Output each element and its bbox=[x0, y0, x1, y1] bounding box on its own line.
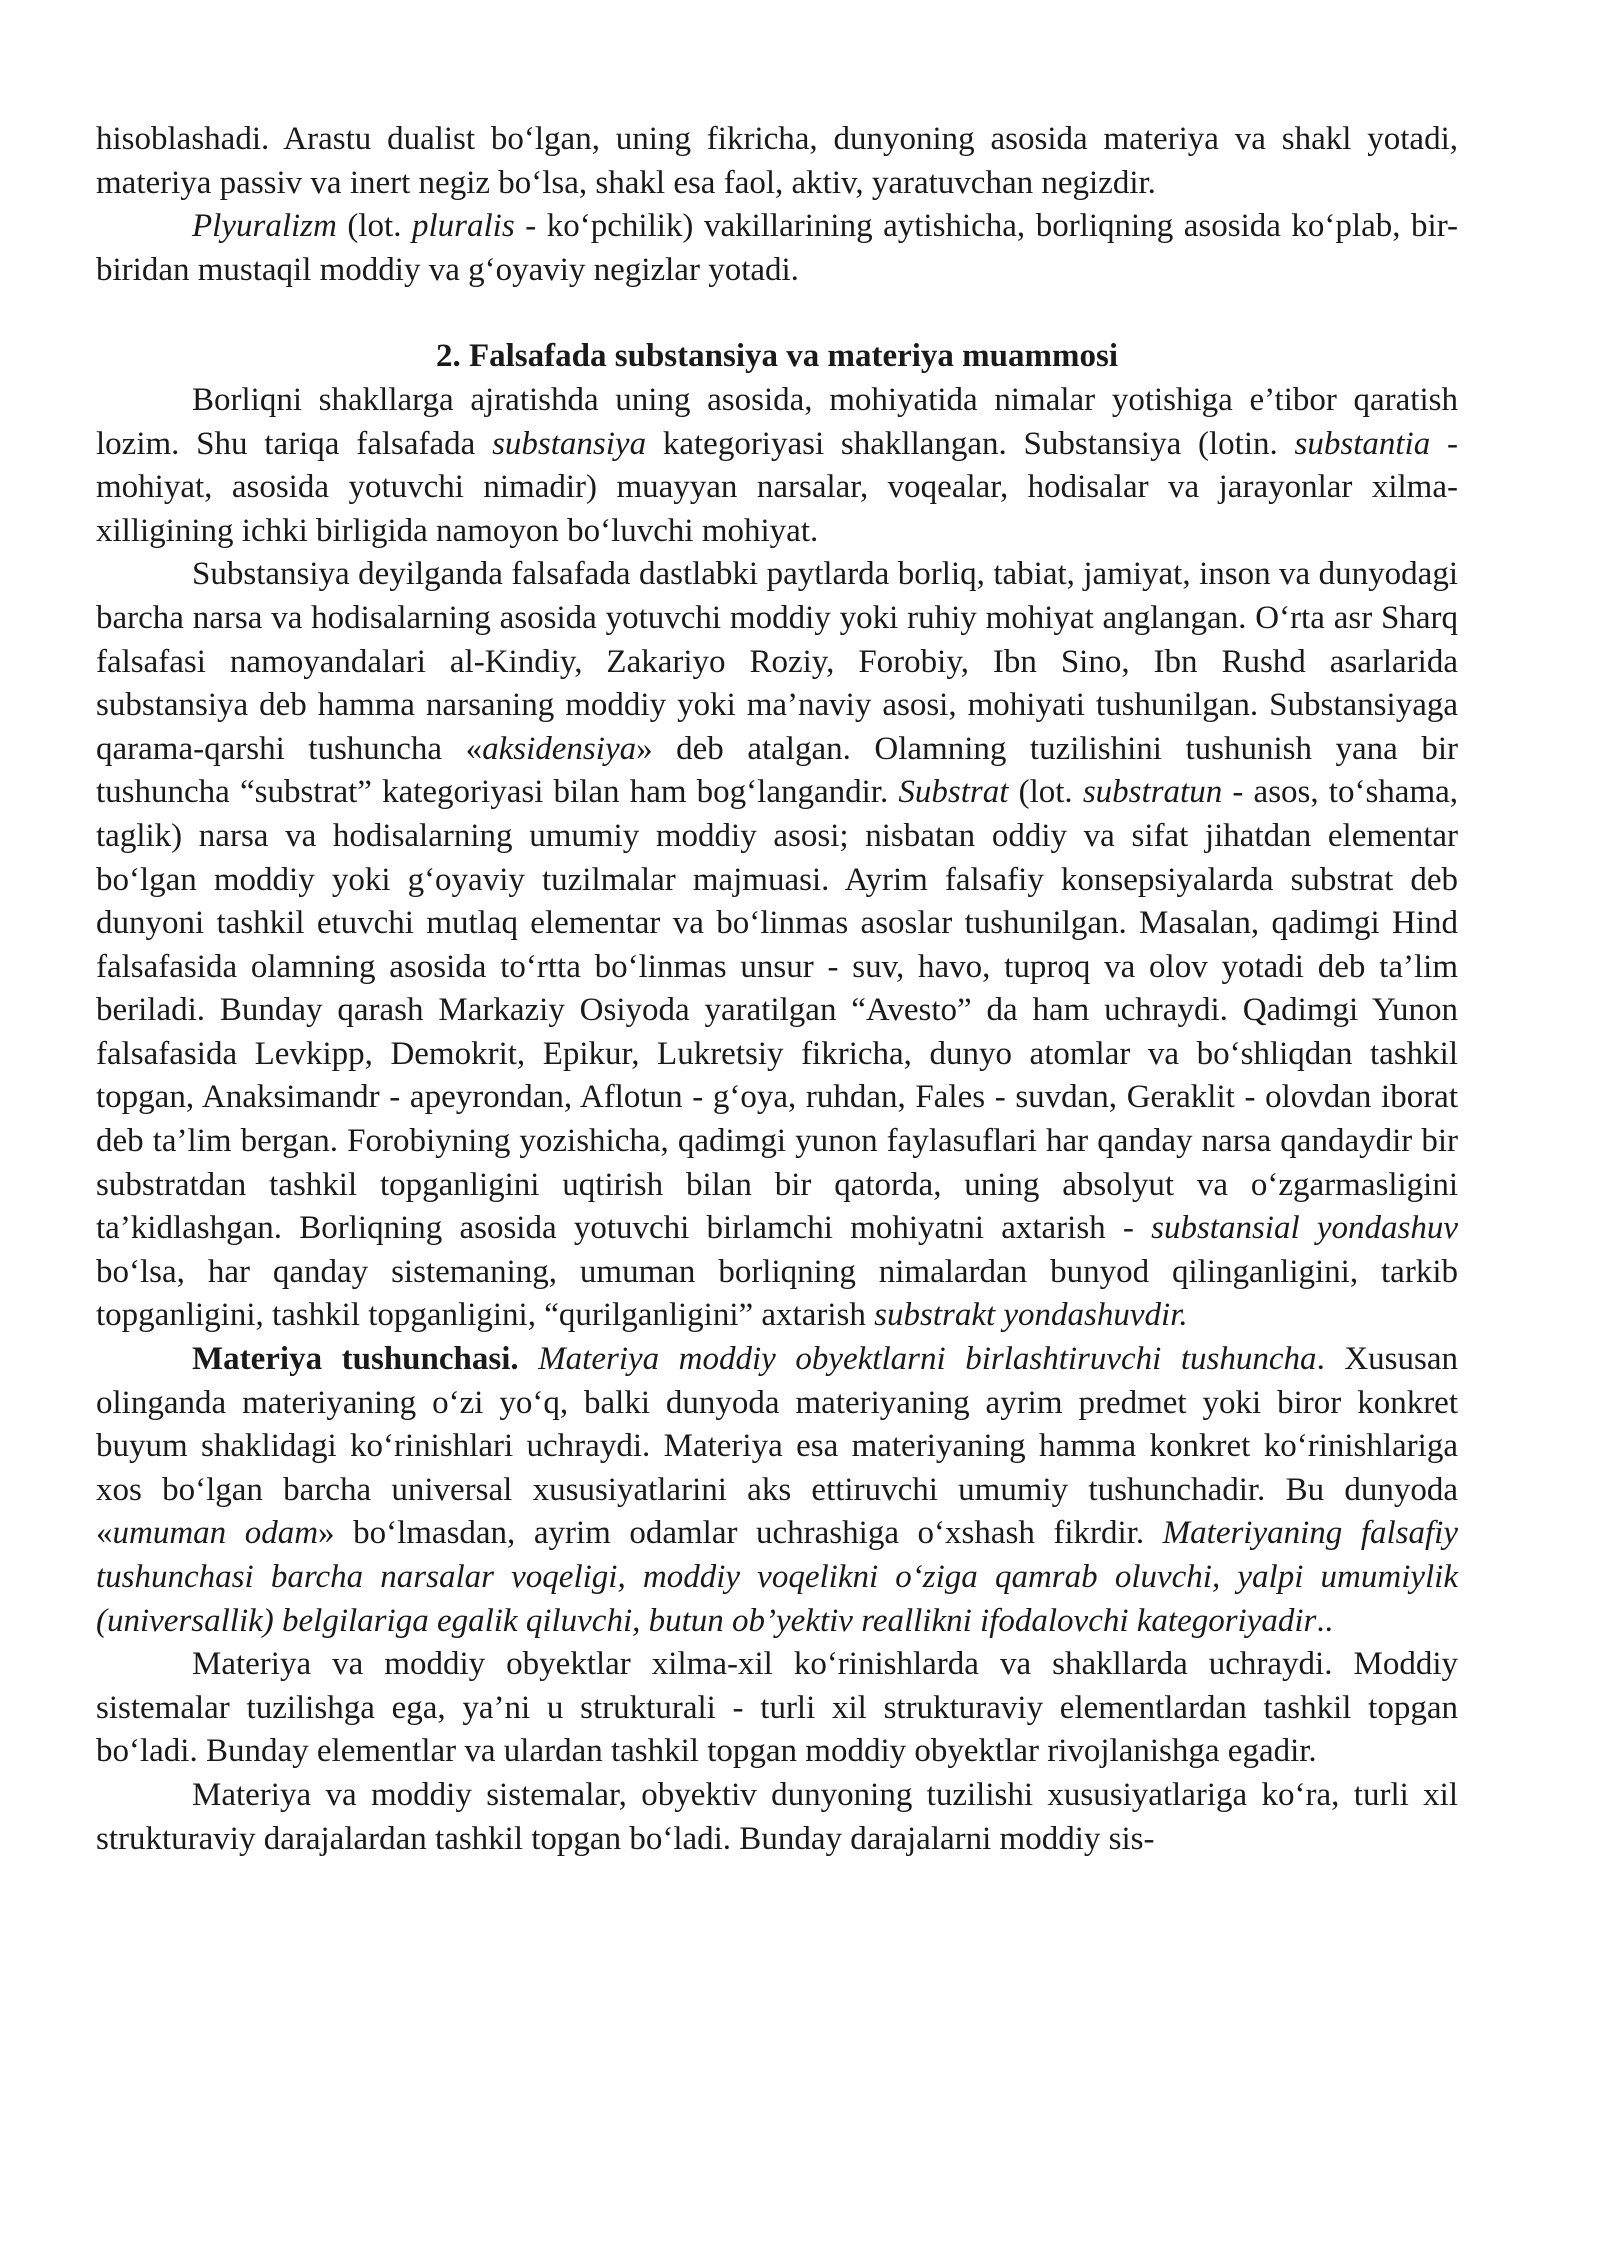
term-substansiya: substansiya bbox=[492, 425, 647, 462]
document-page bbox=[96, 118, 1458, 1861]
paragraph-materiya-tushunchasi: Materiya tushunchasi. Materiya moddiy obyektlarni birlashtiruvchi tushuncha. Xususan olinganda materiyaning o‘zi yo‘q, balki dunyoda materiyaning ayrim predmet yoki biror konkret buyum shaklidagi ko‘rinishlari uchraydi. Materiya esa materiyaning hamma konkret ko‘rinishlariga xos bo‘lgan barcha universal xususiyatlarini aks ettiruvchi umumiy tushunchadir. Bu dunyoda «umuman odam» bo‘lmasdan, ayrim odamlar uchrashiga o‘xshash fikrdir. Materiyaning falsafiy tushunchasi barcha narsalar voqeligi, moddiy voqelikni o‘ziga qamrab oluvchi, yalpi umumiylik (universallik) belgilariga egalik qiluvchi, butun ob’yektiv reallikni ifodalovchi kategoriyadir.. bbox=[96, 1341, 1459, 1639]
paragraph-borliq: Borliqni shakllarga ajratishda uning asosida, mohiyatida nimalar yotishiga e’tibor qaratish lozim. Shu tariqa falsafada substansiya kategoriyasi shakllangan. Substansiya (lotin. substantia - mohiyat, asosida yotuvchi nimadir) muayyan narsalar, voqealar, hodisalar va jarayonlar xilma-xilligining ichki birligida namoyon bo‘luvchi mohiyat. bbox=[96, 381, 1459, 549]
term-umuman-odam: umuman odam bbox=[112, 1515, 319, 1552]
definition-materiya: Materiya moddiy obyektlarni birlashtiruvchi tushuncha bbox=[538, 1341, 1317, 1378]
term-substansial-yondashuv: substansial yondashuv bbox=[1151, 1210, 1458, 1247]
paragraph-plyuralizm: Plyuralizm (lot. pluralis - ko‘pchilik) vakillarining aytishicha, borliqning asosida ko‘plab, bir-biridan mustaqil moddiy va g‘oyaviy negizlar yotadi. bbox=[96, 208, 1459, 288]
paragraph-arastu: hisoblashadi. Arastu dualist bo‘lgan, uning fikricha, dunyoning asosida materiya va shakl yotadi, materiya passiv va inert negiz bo‘lsa, shakl esa faol, aktiv, yaratuvchan negizdir. bbox=[96, 121, 1458, 201]
definition-falsafiy-materiya: Materiyaning falsafiy tushunchasi barcha narsalar voqeligi, moddiy voqelikni o‘ziga qamrab oluvchi, yalpi umumiylik (universallik) belgilariga egalik qiluvchi, butun ob’yektiv reallikni ifodalovchi kategoriyadir bbox=[96, 1515, 1458, 1639]
term-substantia: substantia bbox=[1294, 425, 1431, 462]
term-substratun: substratun bbox=[1082, 774, 1223, 811]
paragraph-moddiy-obyektlar: Materiya va moddiy obyektlar xilma-xil ko‘rinishlarda va shakllarda uchraydi. Moddiy sistemalar tuzilishga ega, ya’ni u strukturali - turli xil strukturaviy elementlardan tashkil topgan bo‘ladi. Bunday elementlar va ulardan tashkil topgan moddiy obyektlar rivojlanishga egadir. bbox=[96, 1646, 1458, 1770]
paragraph-substansiya: Substansiya deyilganda falsafada dastlabki paytlarda borliq, tabiat, jamiyat, inson va dunyodagi barcha narsa va hodisalarning asosida yotuvchi moddiy yoki ruhiy mohiyat anglangan. O‘rta asr Sharq falsafasi namoyandalari al-Kindiy, Zakariyo Roziy, Forobiy, Ibn Sino, Ibn Rushd asarlarida substansiya deb hamma narsaning moddiy yoki ma’naviy asosi, mohiyati tushunilgan. Substansiyaga qarama-qarshi tushuncha «aksidensiya» deb atalgan. Olamning tuzilishini tushunish yana bir tushuncha “substrat” kategoriyasi bilan ham bog‘langandir. Substrat (lot. substratun - asos, to‘shama, taglik) narsa va hodisalarning umumiy moddiy asosi; nisbatan oddiy va sifat jihatdan elementar bo‘lgan moddiy yoki g‘oyaviy tuzilmalar majmuasi. Ayrim falsafiy konsepsiyalarda substrat deb dunyoni tashkil etuvchi mutlaq elementar va bo‘linmas asoslar tushunilgan. Masalan, qadimgi Hind falsafasida olamning asosida to‘rtta bo‘linmas unsur - suv, havo, tuproq va olov yotadi deb ta’lim beriladi. Bunday qarash Markaziy Osiyoda yaratilgan “Avesto” da ham uchraydi. Qadimgi Yunon falsafasida Levkipp, Demokrit, Epikur, Lukretsiy fikricha, dunyo atomlar va bo‘shliqdan tashkil topgan, Anaksimandr - apeyrondan, Aflotun - g‘oya, ruhdan, Fales - suvdan, Geraklit - olovdan iborat deb ta’lim bergan. Forobiyning yozishicha, qadimgi yunon faylasuflari har qanday narsa qandaydir bir substratdan tashkil topganligini uqtirish bilan bir qatorda, uning absolyut va o‘zgarmasligini ta’kidlashgan. Borliqning asosida yotuvchi birlamchi mohiyatni axtarish - substansial yondashuv bo‘lsa, har qanday sistemaning, umuman borliqning nimalardan bunyod qilinganligini, tarkib topganligini, tashkil topganligini, “qurilganligini” axtarish substrakt yondashuvdir. bbox=[96, 556, 1459, 1334]
paragraph-strukturaviy-darajalar: Materiya va moddiy sistemalar, obyektiv dunyoning tuzilishi xususiyatlariga ko‘ra, turli xil strukturaviy darajalardan tashkil topgan bo‘ladi. Bunday darajalarni moddiy sis- bbox=[96, 1776, 1458, 1857]
term-plyuralizm: Plyuralizm bbox=[192, 208, 337, 245]
term-aksidensiya: aksidensiya bbox=[482, 730, 637, 767]
subheading-materiya-tushunchasi: Materiya tushunchasi. bbox=[192, 1341, 519, 1378]
section-heading: 2. Falsafada substansiya va materiya muammosi bbox=[435, 338, 1119, 375]
term-pluralis: pluralis bbox=[412, 208, 515, 245]
term-substrakt-yondashuv: substrakt yondashuvdir. bbox=[874, 1297, 1188, 1334]
term-substrat: Substrat bbox=[898, 774, 1009, 811]
